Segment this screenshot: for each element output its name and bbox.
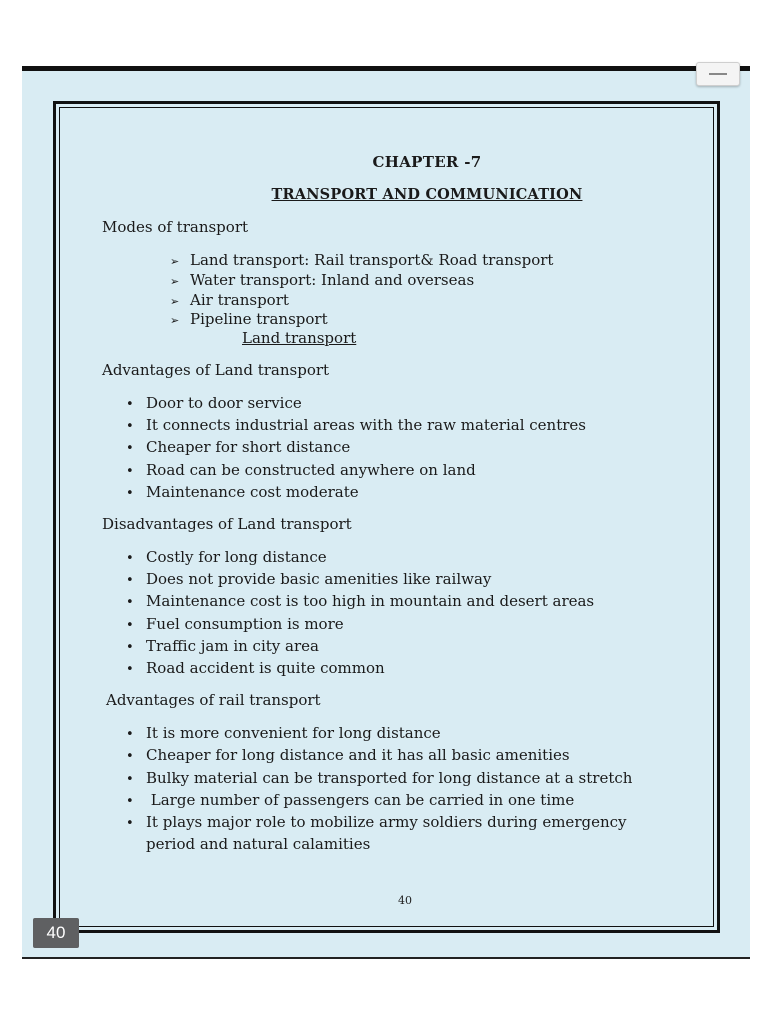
list-item: • Road accident is quite common bbox=[126, 658, 385, 680]
list-item: • Road can be constructed anywhere on land bbox=[126, 460, 476, 482]
land-disadvantages-heading: Disadvantages of Land transport bbox=[102, 515, 352, 533]
list-item: • Cheaper for long distance and it has all basic amenities bbox=[126, 745, 570, 767]
bullet-icon: • bbox=[126, 662, 134, 677]
list-item: • Maintenance cost moderate bbox=[126, 482, 359, 504]
list-item: • Door to door service bbox=[126, 393, 302, 415]
arrow-bullet-icon: ➢ bbox=[170, 295, 180, 308]
arrow-bullet-icon: ➢ bbox=[170, 314, 180, 327]
bullet-icon: • bbox=[126, 749, 134, 764]
bullet-icon: • bbox=[126, 397, 134, 412]
page-number: 40 bbox=[398, 894, 412, 907]
list-item: • It connects industrial areas with the raw material centres bbox=[126, 415, 586, 437]
list-item: ➢ Water transport: Inland and overseas bbox=[170, 270, 474, 292]
menu-icon[interactable] bbox=[696, 62, 740, 86]
bullet-icon: • bbox=[126, 419, 134, 434]
list-item: ➢ Pipeline transport bbox=[170, 309, 328, 331]
page-indicator-badge: 40 bbox=[33, 918, 79, 948]
bullet-icon: • bbox=[126, 595, 134, 610]
list-item: • It is more convenient for long distance bbox=[126, 723, 441, 745]
rail-advantages-heading: Advantages of rail transport bbox=[106, 691, 321, 709]
list-item: • Fuel consumption is more bbox=[126, 614, 344, 636]
bullet-icon: • bbox=[126, 727, 134, 742]
bullet-icon: • bbox=[126, 464, 134, 479]
list-item: • Cheaper for short distance bbox=[126, 437, 350, 459]
list-item: • Does not provide basic amenities like railway bbox=[126, 569, 491, 591]
list-item: ➢ Air transport bbox=[170, 290, 289, 312]
bullet-icon: • bbox=[126, 618, 134, 633]
land-advantages-heading: Advantages of Land transport bbox=[102, 361, 330, 379]
bullet-icon: • bbox=[126, 816, 134, 831]
list-item: • It plays major role to mobilize army soldiers during emergency bbox=[126, 812, 627, 834]
list-item: • Large number of passengers can be carried in one time bbox=[126, 790, 574, 812]
chapter-heading: CHAPTER -7 bbox=[372, 153, 482, 171]
bullet-icon: • bbox=[126, 486, 134, 501]
bullet-icon: • bbox=[126, 573, 134, 588]
list-item: • Costly for long distance bbox=[126, 547, 327, 569]
list-item: • Traffic jam in city area bbox=[126, 636, 319, 658]
bullet-icon: • bbox=[126, 794, 134, 809]
bullet-icon: • bbox=[126, 441, 134, 456]
bullet-icon: • bbox=[126, 551, 134, 566]
list-item: • Bulky material can be transported for long distance at a stretch bbox=[126, 768, 632, 790]
chapter-title: TRANSPORT AND COMMUNICATION bbox=[271, 186, 583, 203]
bullet-icon: • bbox=[126, 772, 134, 787]
land-transport-subheading: Land transport bbox=[242, 329, 357, 347]
list-item-continuation: period and natural calamities bbox=[146, 835, 371, 853]
list-item: • Maintenance cost is too high in mountain and desert areas bbox=[126, 591, 594, 613]
bullet-icon: • bbox=[126, 640, 134, 655]
arrow-bullet-icon: ➢ bbox=[170, 255, 180, 268]
list-item: ➢ Land transport: Rail transport& Road transport bbox=[170, 250, 553, 272]
arrow-bullet-icon: ➢ bbox=[170, 275, 180, 288]
document-page bbox=[22, 66, 750, 959]
modes-heading: Modes of transport bbox=[102, 218, 249, 236]
